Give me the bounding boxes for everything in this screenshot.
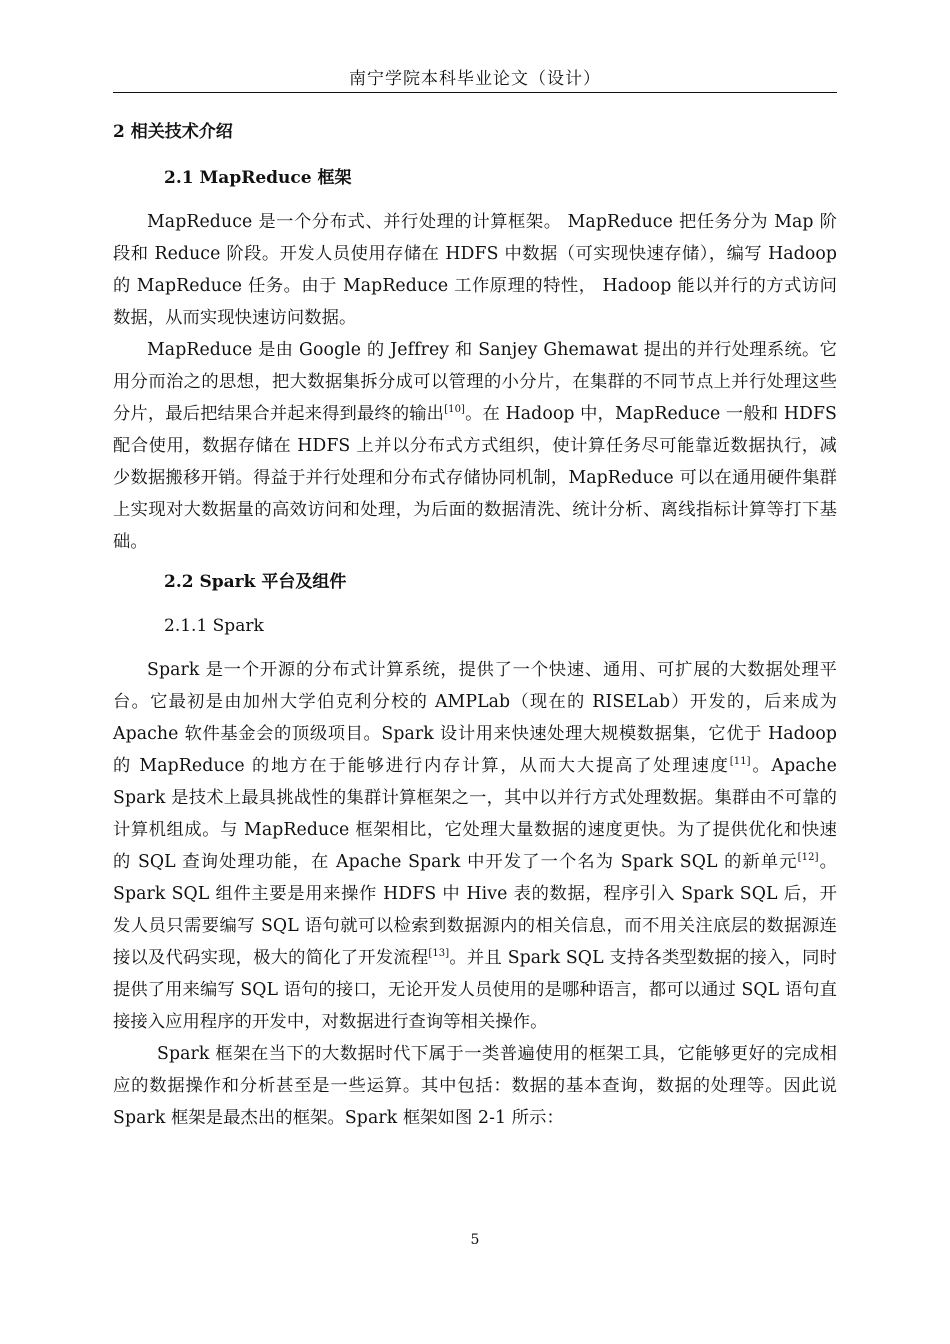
subsection-heading-mapreduce: 2.1 MapReduce 框架 bbox=[164, 168, 352, 188]
paragraph-mapreduce-origin bbox=[113, 334, 837, 558]
running-header: 南宁学院本科毕业论文（设计） bbox=[349, 69, 601, 89]
page-body bbox=[113, 116, 837, 1134]
paragraph-spark-framework: Spark 框架在当下的大数据时代下属于一类普遍使用的框架工具，它能够更好的完成相应的数据操作和分析甚至是一些运算。其中包括：数据的基本查询，数据的处理等。因此说 Spark 框架是最杰出的框架。Spark 框架如图 2-1 所示： bbox=[113, 1044, 837, 1128]
paragraph-text: MapReduce 是由 Google 的 Jeffrey 和 Sanjey Ghemawat 提出的并行处理系统。它用分而治之的思想，把大数据集拆分成可以管理的小分片，在集群的不同节点上并行处理这些分片，最后把结果合并起来得到最终的输出 bbox=[113, 340, 837, 424]
paragraph-text: 。Spark SQL 组件主要是用来操作 HDFS 中 Hive 表的数据，程序引入 Spark SQL 后，开发人员只需要编写 SQL 语句就可以检索到数据源内的相关信息，而不用关注底层的数据源连接以及代码实现，极大的简化了开发流程 bbox=[113, 852, 837, 968]
paragraph-text: Spark 是一个开源的分布式计算系统，提供了一个快速、通用、可扩展的大数据处理平台。它最初是由加州大学伯克利分校的 AMPLab（现在的 RISELab）开发的，后来成为 Apache 软件基金会的顶级项目。Spark 设计用来快速处理大规模数据集，它优于 Hadoop 的 MapReduce 的地方在于能够进行内存计算，从而大大提高了处理速度 bbox=[113, 660, 837, 776]
citation-ref: [11] bbox=[729, 756, 751, 767]
section-heading: 2 相关技术介绍 bbox=[113, 122, 233, 142]
subsection-heading-spark: 2.2 Spark 平台及组件 bbox=[164, 572, 347, 592]
page-number: 5 bbox=[470, 1232, 480, 1248]
header-rule bbox=[113, 92, 837, 93]
paragraph-text: 。Apache Spark 是技术上最具挑战性的集群计算框架之一，其中以并行方式处理数据。集群由不可靠的计算机组成。与 MapReduce 框架相比，它处理大量数据的速度更快。为了提供优化和快速的 SQL 查询处理功能，在 Apache Spark 中开发了一个名为 Spark SQL 的新单元 bbox=[113, 756, 837, 872]
citation-ref: [13] bbox=[428, 948, 450, 959]
citation-ref: [12] bbox=[797, 852, 819, 863]
paragraph-text: 。在 Hadoop 中，MapReduce 一般和 HDFS 配合使用，数据存储在 HDFS 上并以分布式方式组织，使计算任务尽可能靠近数据执行，减少数据搬移开销。得益于并行处理和分布式存储协同机制，MapReduce 可以在通用硬件集群上实现对大数据量的高效访问和处理，为后面的数据清洗、统计分析、离线指标计算等打下基础。 bbox=[113, 404, 837, 552]
subsubsection-heading-spark: 2.1.1 Spark bbox=[164, 616, 264, 636]
citation-ref: [10] bbox=[444, 404, 466, 415]
paragraph-spark-intro bbox=[113, 654, 837, 1038]
paragraph-text: 。并且 Spark SQL 支持各类型数据的接入，同时提供了用来编写 SQL 语句的接口，无论开发人员使用的是哪种语言，都可以通过 SQL 语句直接接入应用程序的开发中，对数据进行查询等相关操作。 bbox=[113, 948, 837, 1032]
paragraph-mapreduce-intro: MapReduce 是一个分布式、并行处理的计算框架。 MapReduce 把任务分为 Map 阶段和 Reduce 阶段。开发人员使用存储在 HDFS 中数据（可实现快速存储），编写 Hadoop 的 MapReduce 任务。由于 MapReduce 工作原理的特性， Hadoop 能以并行的方式访问数据，从而实现快速访问数据。 bbox=[113, 212, 837, 328]
